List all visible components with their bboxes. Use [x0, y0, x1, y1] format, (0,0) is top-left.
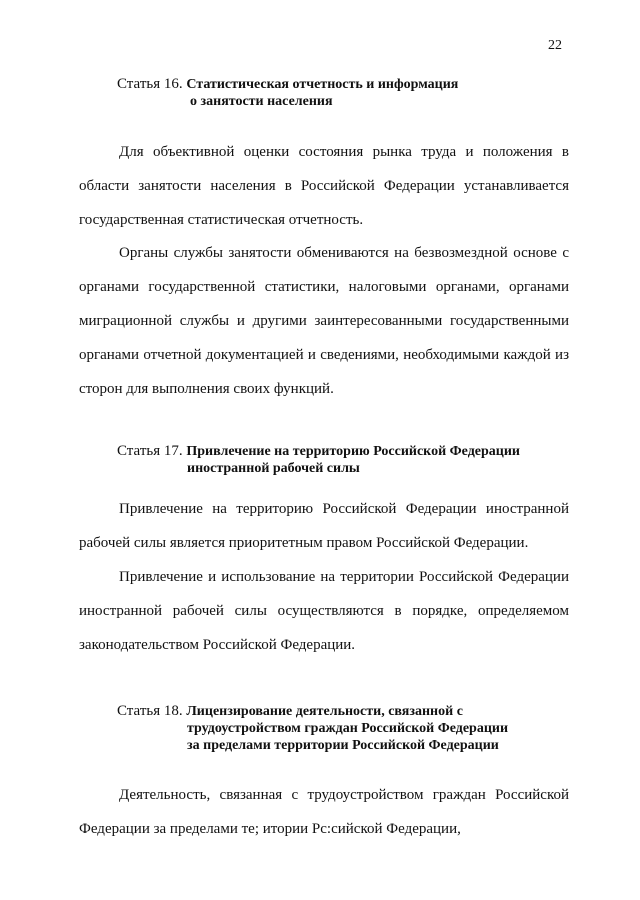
article-number: Статья 16. [117, 76, 183, 92]
article-17-heading [117, 443, 520, 477]
article-title-line: Лицензирование деятельности, связанной с [186, 704, 463, 719]
article-title-line: трудоустройством граждан Российской Федерации [187, 721, 509, 736]
article-title-line: о занятости населения [190, 94, 333, 109]
article-18-heading [117, 703, 508, 754]
article-title-line: Статистическая отчетность и информация [186, 77, 459, 92]
paragraph: Привлечение и использование на территории Российской Федерации иностранной рабочей силы осуществляются в порядке, определяемом законодательством Российской Федерации. [79, 569, 569, 653]
article-number: Статья 18. [117, 703, 183, 719]
paragraph: Органы службы занятости обмениваются на безвозмездной основе с органами государственной статистики, налоговыми органами, органами миграционной службы и другими заинтересованными государственными органами отчетной документацией и сведениями, необходимыми каждой из сторон для выполнения своих функций. [79, 245, 569, 397]
paragraph: Привлечение на территорию Российской Федерации иностранной рабочей силы является приоритетным правом Российской Федерации. [79, 501, 569, 551]
article-16-heading [117, 76, 458, 110]
article-title-line: иностранной рабочей силы [187, 461, 360, 476]
article-title-line: Привлечение на территорию Российской Федерации [186, 444, 520, 459]
paragraph: Деятельность, связанная с трудоустройством граждан Российской Федерации за пределами те; итории Рс:сийской Федерации, [79, 787, 569, 837]
article-number: Статья 17. [117, 443, 183, 459]
paragraph: Для объективной оценки состояния рынка труда и положения в области занятости населения в Российской Федерации устанавливается государственная статистическая отчетность. [79, 144, 569, 228]
page-number: 22 [548, 38, 562, 53]
article-title-line: за пределами территории Российской Федерации [187, 738, 499, 753]
